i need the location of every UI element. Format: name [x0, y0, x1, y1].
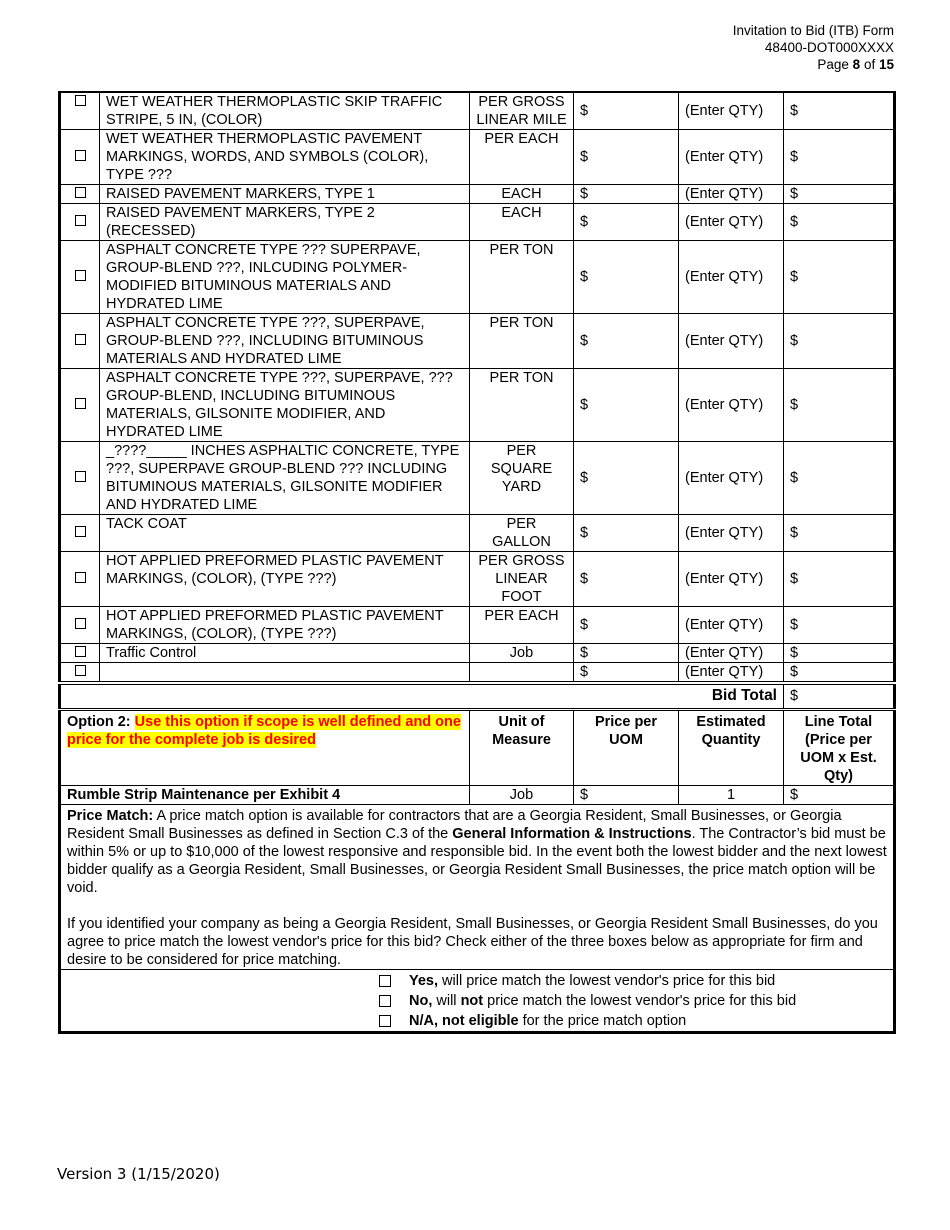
item-row [60, 663, 895, 684]
item-price[interactable]: $ [574, 314, 679, 369]
checkbox-na[interactable] [379, 1015, 391, 1027]
item-uom: PER SQUARE YARD [470, 442, 574, 515]
item-uom: Job [470, 644, 574, 663]
item-checkbox-cell[interactable] [60, 607, 100, 644]
item-description: TACK COAT [100, 515, 470, 552]
item-qty[interactable]: (Enter QTY) [679, 130, 784, 185]
option2-header-row [60, 709, 895, 785]
item-row [60, 369, 895, 442]
item-checkbox[interactable] [75, 334, 86, 345]
item-qty[interactable]: (Enter QTY) [679, 369, 784, 442]
item-line-total[interactable]: $ [784, 515, 895, 552]
item-uom: EACH [470, 204, 574, 241]
item-uom: PER TON [470, 241, 574, 314]
price-match-question: If you identified your company as being a Georgia Resident, Small Businesses, or Georgia Resident Small Businesses, do you agree to price match the lowest vendor's price for this bid? Check either of the three boxes below as appropriate for firm and desire to be considered for price matching. [67, 915, 878, 968]
page-indicator: Page 8 of 15 [817, 57, 894, 72]
item-uom: PER GROSS LINEAR MILE [470, 92, 574, 130]
item-price[interactable]: $ [574, 663, 679, 684]
item-line-total[interactable]: $ [784, 92, 895, 130]
option2-highlight: Use this option if scope is well defined and one price for the complete job is desired [67, 713, 461, 748]
item-checkbox-cell[interactable] [60, 185, 100, 204]
item-line-total[interactable]: $ [784, 644, 895, 663]
item-price[interactable]: $ [574, 515, 679, 552]
checkbox-no[interactable] [379, 995, 391, 1007]
item-uom: EACH [470, 185, 574, 204]
item-uom: PER GROSS LINEAR FOOT [470, 552, 574, 607]
item-checkbox-cell[interactable] [60, 204, 100, 241]
option-no[interactable]: No, will not price match the lowest vendor's price for this bid [379, 991, 893, 1011]
rumble-qty: 1 [679, 785, 784, 804]
item-checkbox[interactable] [75, 572, 86, 583]
item-price[interactable]: $ [574, 241, 679, 314]
item-checkbox[interactable] [75, 618, 86, 629]
checkbox-yes[interactable] [379, 975, 391, 987]
item-checkbox-cell[interactable] [60, 369, 100, 442]
item-qty[interactable]: (Enter QTY) [679, 314, 784, 369]
rumble-desc: Rumble Strip Maintenance per Exhibit 4 [60, 785, 470, 804]
option-yes[interactable]: Yes, will price match the lowest vendor's price for this bid [379, 971, 893, 991]
item-uom: PER TON [470, 314, 574, 369]
item-qty[interactable]: (Enter QTY) [679, 442, 784, 515]
item-checkbox[interactable] [75, 398, 86, 409]
item-line-total[interactable]: $ [784, 241, 895, 314]
item-qty[interactable]: (Enter QTY) [679, 204, 784, 241]
item-description: Traffic Control [100, 644, 470, 663]
item-row [60, 241, 895, 314]
item-row [60, 314, 895, 369]
item-checkbox-cell[interactable] [60, 644, 100, 663]
item-uom: PER EACH [470, 607, 574, 644]
item-price[interactable]: $ [574, 369, 679, 442]
col-header-price: Price per UOM [574, 709, 679, 785]
item-line-total[interactable]: $ [784, 607, 895, 644]
item-qty[interactable]: (Enter QTY) [679, 241, 784, 314]
bid-items-table [58, 91, 896, 1034]
item-checkbox-cell[interactable] [60, 130, 100, 185]
item-description [100, 663, 470, 684]
item-checkbox[interactable] [75, 646, 86, 657]
item-description: HOT APPLIED PREFORMED PLASTIC PAVEMENT MARKINGS, (COLOR), (TYPE ???) [100, 607, 470, 644]
item-uom: PER TON [470, 369, 574, 442]
item-description: ASPHALT CONCRETE TYPE ???, SUPERPAVE, ??? GROUP-BLEND, INCLUDING BITUMINOUS MATERIALS, GILSONITE MODIFIER, AND HYDRATED LIME [100, 369, 470, 442]
item-price[interactable]: $ [574, 92, 679, 130]
option-na[interactable]: N/A, not eligible for the price match option [379, 1011, 893, 1031]
item-qty[interactable]: (Enter QTY) [679, 644, 784, 663]
col-header-total: Line Total (Price per UOM x Est. Qty) [784, 709, 895, 785]
item-line-total[interactable]: $ [784, 369, 895, 442]
rumble-row [60, 785, 895, 804]
item-line-total[interactable]: $ [784, 314, 895, 369]
page-header [733, 22, 894, 73]
item-line-total[interactable]: $ [784, 204, 895, 241]
item-checkbox[interactable] [75, 187, 86, 198]
option2-heading: Option 2: Use this option if scope is well defined and one price for the complete job is desired [60, 709, 470, 785]
item-price[interactable]: $ [574, 607, 679, 644]
item-checkbox[interactable] [75, 471, 86, 482]
item-checkbox-cell[interactable] [60, 241, 100, 314]
item-qty[interactable]: (Enter QTY) [679, 92, 784, 130]
form-number: 48400-DOT000XXXX [764, 40, 894, 55]
item-uom: PER EACH [470, 130, 574, 185]
price-match-text: Price Match: A price match option is available for contractors that are a Georgia Resident, Small Businesses, or Georgia Resident Small Businesses as defined in Section C.3 of the General Information & Instructions. The Contractor’s bid must be within 5% or up to $10,000 of the lowest responsive and responsible bid. In the event both the lowest bidder and the next lowest bidder qualify as a Georgia Resident, Small Businesses, or Georgia Resident Small Businesses, the price match option will be void. If you identified your company as being a Georgia Resident, Small Businesses, or Georgia Resident Small Businesses, do you agree to price match the lowest vendor's price for this bid? Check either of the three boxes below as appropriate for firm and desire to be considered for price matching. [60, 804, 895, 969]
item-line-total[interactable]: $ [784, 185, 895, 204]
bid-total-value[interactable]: $ [784, 683, 895, 709]
price-match-options [60, 969, 895, 1032]
item-checkbox-cell[interactable] [60, 442, 100, 515]
price-match-options-row [60, 969, 895, 1032]
item-row [60, 552, 895, 607]
item-qty[interactable]: (Enter QTY) [679, 185, 784, 204]
item-qty[interactable]: (Enter QTY) [679, 663, 784, 684]
item-description: WET WEATHER THERMOPLASTIC PAVEMENT MARKINGS, WORDS, AND SYMBOLS (COLOR), TYPE ??? [100, 130, 470, 185]
item-qty[interactable]: (Enter QTY) [679, 552, 784, 607]
bid-total-label: Bid Total [60, 683, 784, 709]
item-line-total[interactable]: $ [784, 552, 895, 607]
item-price[interactable]: $ [574, 130, 679, 185]
item-description: ASPHALT CONCRETE TYPE ??? SUPERPAVE, GROUP-BLEND ???, INLCUDING POLYMER-MODIFIED BITUMINOUS MATERIALS AND HYDRATED LIME [100, 241, 470, 314]
price-match-row [60, 804, 895, 969]
rumble-uom: Job [470, 785, 574, 804]
item-checkbox-cell[interactable] [60, 92, 100, 130]
version-footer: Version 3 (1/15/2020) [57, 1165, 220, 1183]
item-row [60, 644, 895, 663]
item-price[interactable]: $ [574, 185, 679, 204]
item-qty[interactable]: (Enter QTY) [679, 515, 784, 552]
item-price[interactable]: $ [574, 552, 679, 607]
item-description: WET WEATHER THERMOPLASTIC SKIP TRAFFIC STRIPE, 5 IN, (COLOR) [100, 92, 470, 130]
item-checkbox-cell[interactable] [60, 314, 100, 369]
item-row [60, 442, 895, 515]
item-description: ASPHALT CONCRETE TYPE ???, SUPERPAVE, GROUP-BLEND ???, INCLUDING BITUMINOUS MATERIALS AND HYDRATED LIME [100, 314, 470, 369]
rumble-price[interactable]: $ [574, 785, 679, 804]
item-row [60, 185, 895, 204]
item-description: HOT APPLIED PREFORMED PLASTIC PAVEMENT MARKINGS, (COLOR), (TYPE ???) [100, 552, 470, 607]
item-line-total[interactable]: $ [784, 663, 895, 684]
form-title: Invitation to Bid (ITB) Form [732, 23, 894, 38]
item-row [60, 204, 895, 241]
item-row [60, 92, 895, 130]
item-row [60, 130, 895, 185]
item-checkbox-cell[interactable] [60, 663, 100, 684]
item-checkbox[interactable] [75, 270, 86, 281]
item-checkbox[interactable] [75, 215, 86, 226]
item-checkbox-cell[interactable] [60, 515, 100, 552]
col-header-uom: Unit of Measure [470, 709, 574, 785]
item-price[interactable]: $ [574, 204, 679, 241]
item-uom [470, 663, 574, 684]
item-line-total[interactable]: $ [784, 130, 895, 185]
item-description: RAISED PAVEMENT MARKERS, TYPE 2 (RECESSED) [100, 204, 470, 241]
item-price[interactable]: $ [574, 442, 679, 515]
rumble-total[interactable]: $ [784, 785, 895, 804]
item-checkbox[interactable] [75, 526, 86, 537]
item-row [60, 607, 895, 644]
item-description: _????_____ INCHES ASPHALTIC CONCRETE, TYPE ???, SUPERPAVE GROUP-BLEND ??? INCLUDING BITUMINOUS MATERIALS, GILSONITE MODIFIER AND HYDRATED LIME [100, 442, 470, 515]
item-checkbox[interactable] [75, 150, 86, 161]
item-line-total[interactable]: $ [784, 442, 895, 515]
item-checkbox[interactable] [75, 95, 86, 106]
item-row [60, 515, 895, 552]
item-price[interactable]: $ [574, 644, 679, 663]
item-checkbox[interactable] [75, 665, 86, 676]
bid-total-row [60, 683, 895, 709]
item-uom: PER GALLON [470, 515, 574, 552]
item-qty[interactable]: (Enter QTY) [679, 607, 784, 644]
item-description: RAISED PAVEMENT MARKERS, TYPE 1 [100, 185, 470, 204]
col-header-qty: Estimated Quantity [679, 709, 784, 785]
item-checkbox-cell[interactable] [60, 552, 100, 607]
